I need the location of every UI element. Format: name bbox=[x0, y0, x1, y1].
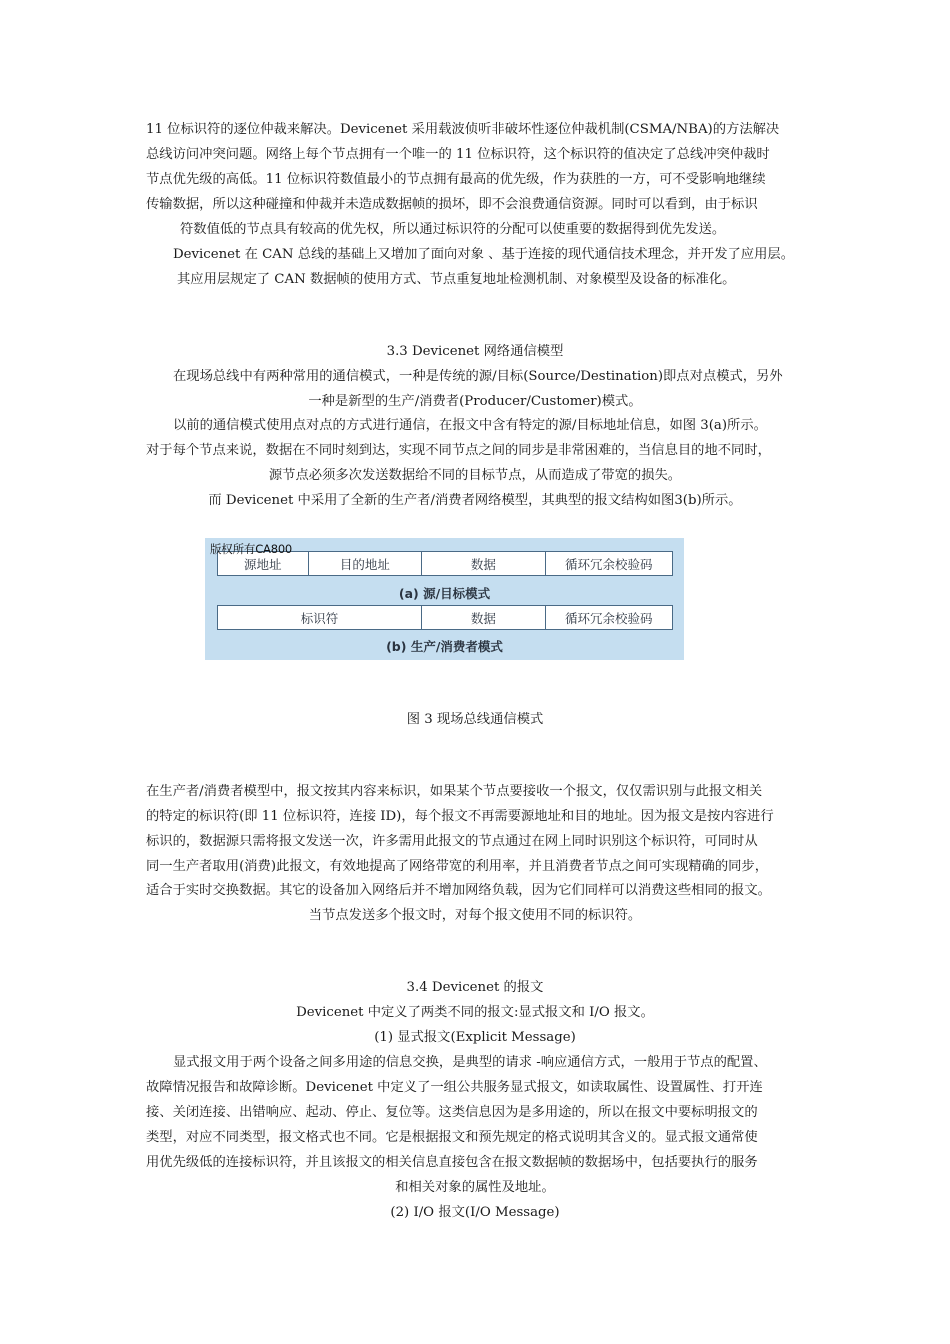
text-line: 显式报文用于两个设备之间多用途的信息交换，是典型的请求 -响应通信方式，一般用于节点的配置、 bbox=[173, 1055, 767, 1070]
text-line: Devicenet 在 CAN 总线的基础上又增加了面向对象 、基于连接的现代通信技术理念，并开发了应用层。 bbox=[173, 247, 794, 262]
text-line: 在生产者/消费者模型中，报文按其内容来标识，如果某个节点要接收一个报文，仅仅需识别与此报文相关 bbox=[146, 784, 763, 799]
text-line: 以前的通信模式使用点对点的方式进行通信，在报文中含有特定的源/目标地址信息，如图 3(a)所示。 bbox=[173, 418, 767, 433]
frame-row-b bbox=[217, 605, 673, 630]
field-crc: 循环冗余校验码 bbox=[565, 556, 653, 572]
text-line: 11 位标识符的逐位仲裁来解决。Devicenet 采用载波侦听非破坏性逐位仲裁机制(CSMA/NBA)的方法解决 bbox=[146, 122, 780, 137]
text-line: 的特定的标识符(即 11 位标识符，连接 ID)，每个报文不再需要源地址和目的地址。因为报文是按内容进行 bbox=[146, 809, 774, 824]
text-line: 和相关对象的属性及地址。 bbox=[395, 1180, 555, 1195]
text-line: 接、关闭连接、出错响应、起动、停止、复位等。这类信息因为是多用途的，所以在报文中要标明报文的 bbox=[146, 1105, 758, 1120]
text-line: 在现场总线中有两种常用的通信模式，一种是传统的源/目标(Source/Destination)即点对点模式，另外 bbox=[173, 369, 783, 384]
field-data: 数据 bbox=[422, 552, 545, 575]
field-destination-address: 目的地址 bbox=[309, 552, 423, 575]
field-source-address: 源地址 bbox=[218, 552, 309, 575]
text-line: 一种是新型的生产/消费者(Producer/Customer)模式。 bbox=[308, 394, 642, 409]
subsection-heading: (2) I/O 报文(I/O Message) bbox=[390, 1205, 560, 1220]
figure-caption-a: (a) 源/目标模式 bbox=[398, 586, 491, 601]
watermark: 版权所有CA800 bbox=[210, 542, 293, 556]
section-heading: 3.3 Devicenet 网络通信模型 bbox=[386, 344, 564, 359]
text-line: 源节点必须多次发送数据给不同的目标节点，从而造成了带宽的损失。 bbox=[268, 468, 682, 483]
text-line: 当节点发送多个报文时，对每个报文使用不同的标识符。 bbox=[308, 908, 642, 923]
text-line: 同一生产者取用(消费)此报文，有效地提高了网络带宽的利用率，并且消费者节点之间可实现精确的同步， bbox=[146, 859, 769, 874]
section-heading: 3.4 Devicenet 的报文 bbox=[406, 980, 544, 995]
text-line: 节点优先级的高低。11 位标识符数值最小的节点拥有最高的优先级，作为获胜的一方，可不受影响地继续 bbox=[146, 172, 766, 187]
text-line: 其应用层规定了 CAN 数据帧的使用方式、节点重复地址检测机制、对象模型及设备的标准化。 bbox=[177, 272, 736, 287]
text-line: 而 Devicenet 中采用了全新的生产者/消费者网络模型，其典型的报文结构如图3(b)所示。 bbox=[208, 493, 742, 508]
text-line: 总线访问冲突问题。网络上每个节点拥有一个唯一的 11 位标识符，这个标识符的值决定了总线冲突仲裁时 bbox=[146, 147, 770, 162]
text-line: 符数值低的节点具有较高的优先权，所以通过标识符的分配可以使重要的数据得到优先发送。 bbox=[180, 222, 726, 237]
text-line: 标识的，数据源只需将报文发送一次，许多需用此报文的节点通过在网上同时识别这个标识符，可同时从 bbox=[146, 834, 758, 849]
field-crc: 循环冗余校验码 bbox=[565, 610, 653, 626]
field-data: 数据 bbox=[422, 606, 545, 629]
text-line: 类型，对应不同类型，报文格式也不同。它是根据报文和预先规定的格式说明其含义的。显式报文通常使 bbox=[146, 1130, 758, 1145]
figure-caption: 图 3 现场总线通信模式 bbox=[406, 712, 544, 727]
text-line: Devicenet 中定义了两类不同的报文:显式报文和 I/O 报文。 bbox=[296, 1005, 654, 1020]
text-line: 适合于实时交换数据。其它的设备加入网络后并不增加网络负载，因为它们同样可以消费这些相同的报文。 bbox=[146, 883, 771, 898]
figure-3-image bbox=[205, 538, 684, 660]
field-identifier: 标识符 bbox=[218, 606, 422, 629]
text-line: 对于每个节点来说，数据在不同时刻到达，实现不同节点之间的同步是非常困难的，当信息目的地不同时， bbox=[146, 443, 771, 458]
text-line: 传输数据，所以这种碰撞和仲裁并未造成数据帧的损坏，即不会浪费通信资源。同时可以看到，由于标识 bbox=[146, 197, 758, 212]
text-line: 用优先级低的连接标识符，并且该报文的相关信息直接包含在报文数据帧的数据场中，包括要执行的服务 bbox=[146, 1155, 758, 1170]
figure-caption-b: (b) 生产/消费者模式 bbox=[386, 639, 503, 654]
subsection-heading: (1) 显式报文(Explicit Message) bbox=[374, 1030, 576, 1045]
text-line: 故障情况报告和故障诊断。Devicenet 中定义了一组公共服务显式报文，如读取属性、设置属性、打开连 bbox=[146, 1080, 763, 1095]
